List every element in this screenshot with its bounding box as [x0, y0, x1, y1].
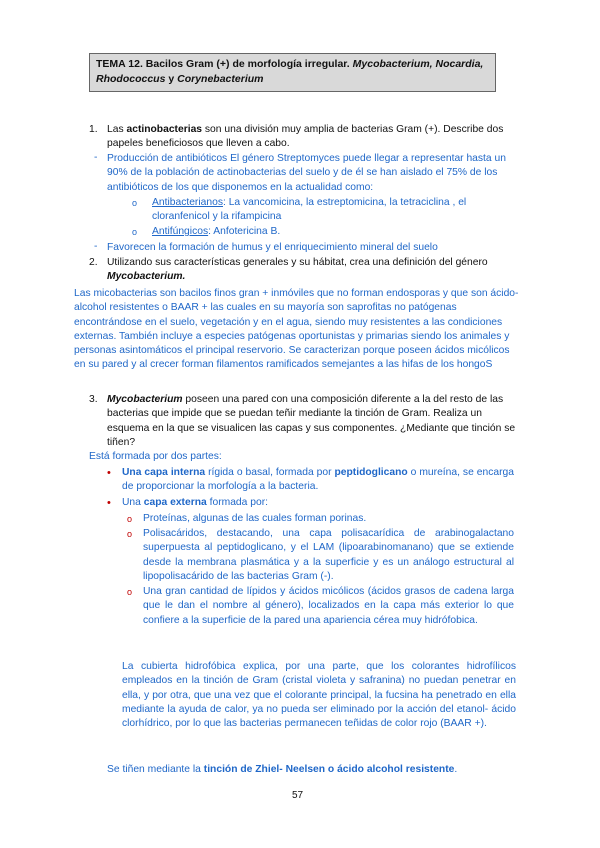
q3-intro: Está formada por dos partes:: [89, 451, 222, 462]
outer-proteins: Proteínas, algunas de las cuales forman porinas.: [143, 513, 367, 524]
circle-bullet-icon: o: [132, 227, 138, 237]
q1-answer-antibiotics: Producción de antibióticos El género Streptomyces puede llegar a representar hasta un 90% de la población de actinobacterias del suelo y de él se han aislado el 75% de los antibióticos de los que disponemos en la actualidad como:: [107, 153, 506, 193]
page-number: 57: [292, 790, 304, 801]
q2-text: Utilizando sus características generales y su hábitat, crea una definición del género: [107, 257, 488, 268]
antibacterials-list: : La vancomicina, la estreptomicina, la tetraciclina , el cloranfenicol y la rifampicina: [152, 197, 467, 223]
outer-lipids: Una gran cantidad de lípidos y ácidos micólicos (ácidos grasos de cadena larga que le dan el nombre al género), localizados en la capa más exterior lo que confiere a la superficie de la pared una apariencia cérea muy hidrófobica.: [143, 586, 514, 626]
q1-post: son una división muy amplia de bacterias Gram (+). Describe dos papeles beneficiosos que lleven a cabo.: [107, 124, 504, 150]
q3-outer-layer: [122, 496, 514, 510]
final-pre: Se tiñen mediante la: [107, 764, 201, 775]
circle-bullet-icon: o: [127, 514, 133, 524]
inner-layer-rest: o mureína, se encarga de proporcionar la morfología a la bacteria.: [122, 467, 514, 493]
q1-bold-term: actinobacterias: [126, 124, 203, 135]
q2-answer-definition: Las micobacterias son bacilos finos gran + inmóviles que no forman endosporas y que son ácido-alcohol resistentes o BAAR + las cuales en su mayoría son saprofitas no patógenas encontrándose en el suelo, vegetación y en el agua, siendo muy resistentes a las condiciones externas. También incluye a especies patógenas oportunistas y primarias siendo los animales y personas asintomáticos el principal reservorio. Se caracterizan porque poseen ácidos micólicos en su pared y al crecer forman filamentos ramificados semejantes a las hifas de los hongoS: [74, 288, 519, 371]
antifungals-label: Antifúngicos: [152, 226, 209, 237]
ziehl-neelsen-stain: tinción de Zhiel- Neelsen o ácido alcohol resistente: [203, 764, 455, 775]
outer-layer-post: formada por:: [209, 497, 268, 508]
dash-bullet: -: [94, 241, 98, 252]
q3-number: 3.: [89, 394, 98, 405]
outer-layer-pre: Una: [122, 497, 141, 508]
question-3: [107, 393, 519, 450]
inner-layer-desc: rígida o basal, formada por: [208, 467, 332, 478]
q1-number: 1.: [89, 124, 98, 135]
circle-bullet-icon: o: [127, 587, 133, 597]
title-genus-last: Corynebacterium: [177, 73, 264, 85]
q3-inner-layer: [122, 466, 514, 495]
outer-polysaccharides: Polisacáridos, destacando, una capa polisacarídica de arabinogalactano superpuesta al peptidoglicano, y el LAM (lipoarabinomanano) que se extiende desde la membrana plasmática y a la superficie y es un análogo estructural al lipopolisacárido de las bacterias Gram (-).: [143, 528, 514, 582]
q1-sub-antibacterials: [152, 196, 497, 225]
question-2: [107, 256, 519, 285]
q2-genus: Mycobacterium.: [107, 271, 186, 283]
q3-explanation-paragraph: La cubierta hidrofóbica explica, por una parte, que los colorantes hidrofílicos empleados en la tinción de Gram (cristal violeta y safranina) no puedan penetrar en ella, y por otra, que una vez que el colorante principal, la fucsina ha penetrado en ella mediante la ayuda de calor, ya no pueda ser eliminado por la acción del etanol- ácido clorhídrico, por lo que las bacterias permanecen teñidas de color rojo (BAAR +).: [122, 661, 516, 730]
q3-text: poseen una pared con una composición diferente a la del resto de las bacterias que impide que se puedan teñir mediante la tinción de Gram. Realiza un esquema en la que se visualicen las capas y sus componentes. ¿Mediante que tinción se tiñen?: [107, 394, 516, 448]
title-prefix: TEMA 12. Bacilos Gram (+) de morfología irregular.: [96, 58, 350, 70]
q3-genus: Mycobacterium: [107, 394, 183, 405]
title-connector: y: [168, 73, 175, 85]
final-post: .: [454, 764, 458, 775]
inner-layer-label: Una capa interna: [122, 467, 206, 478]
circle-bullet-icon: o: [127, 529, 133, 539]
red-bullet-icon: •: [107, 467, 111, 479]
q2-number: 2.: [89, 257, 98, 268]
dash-bullet: -: [94, 152, 98, 163]
peptidoglycan-term: peptidoglicano: [334, 467, 408, 478]
q1-pre: Las: [107, 124, 124, 135]
circle-bullet-icon: o: [132, 198, 138, 208]
antibacterials-label: Antibacterianos: [152, 197, 223, 208]
q1-sub-antifungals: [152, 225, 497, 239]
title-genera: Mycobacterium, Nocardia, Rhodococcus: [96, 58, 484, 85]
q1-answer-humus: Favorecen la formación de humus y el enriquecimiento mineral del suelo: [107, 242, 438, 253]
topic-title-box: [89, 53, 496, 92]
antifungals-list: : Anfotericina B.: [208, 226, 281, 237]
q3-final-answer: [107, 763, 517, 777]
red-bullet-icon: •: [107, 497, 111, 509]
question-1: [107, 123, 517, 152]
outer-layer-label: capa externa: [143, 497, 207, 508]
